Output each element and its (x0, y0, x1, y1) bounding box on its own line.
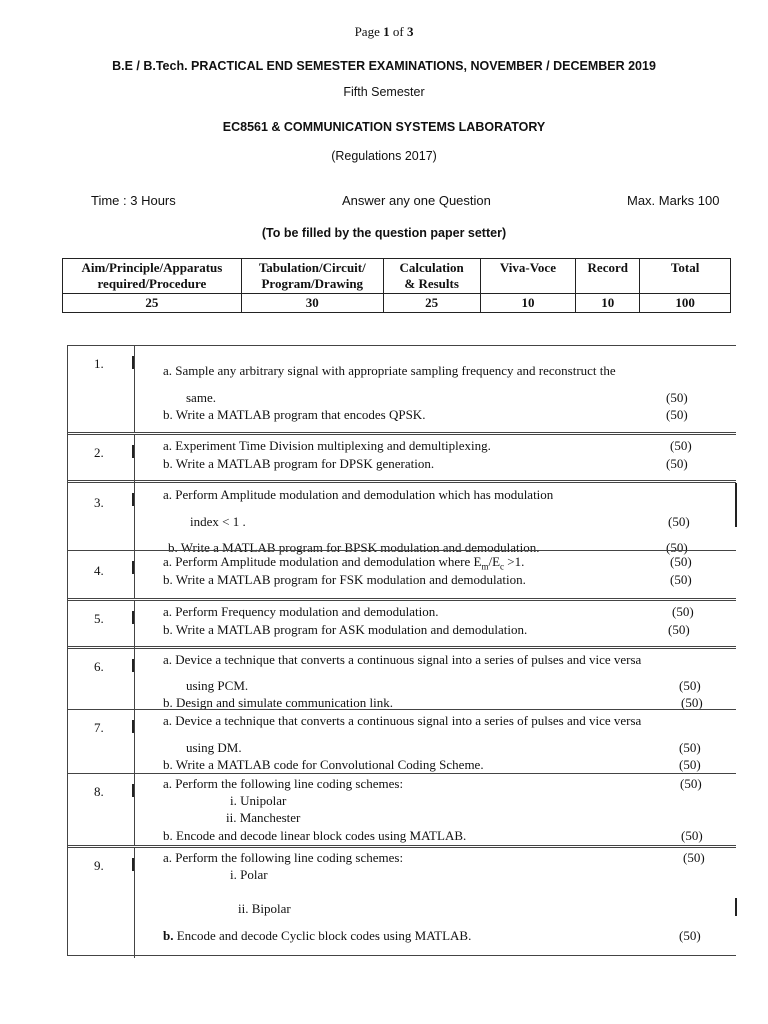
part-b-marks: (50) (679, 928, 701, 943)
column-divider (134, 551, 135, 599)
part-a-marks: (50) (683, 850, 705, 865)
margin-tick (132, 445, 134, 458)
column-divider (134, 848, 135, 958)
part-a-text: a. Sample any arbitrary signal with appropriate sampling frequency and reconstruct the (163, 363, 616, 378)
part-b-marks: (50) (670, 572, 692, 587)
part-b-text: b. Encode and decode linear block codes using MATLAB. (163, 828, 467, 843)
value-calculation: 25 (383, 294, 480, 313)
column-divider (134, 601, 135, 649)
margin-tick (132, 784, 134, 797)
column-divider (134, 435, 135, 483)
part-b-text: b. Write a MATLAB program for BPSK modulation and demodulation. (168, 540, 540, 555)
value-total: 100 (640, 294, 731, 313)
question-number: 2. (94, 445, 104, 460)
question-number: 4. (94, 563, 104, 578)
part-b-text: b. Write a MATLAB program that encodes QPSK. (163, 407, 426, 422)
part-a-text: a. Perform the following line coding schemes: (163, 776, 404, 791)
part-a-marks: (50) (668, 514, 690, 529)
part-b-text: b. Design and simulate communication link. (163, 695, 393, 710)
question-5 (68, 598, 736, 649)
part-b-marks: (50) (681, 828, 703, 843)
part-a-text: a. Experiment Time Division multiplexing and demultiplexing. (163, 438, 491, 453)
marks-value-row (63, 294, 731, 313)
value-aim: 25 (63, 294, 242, 313)
max-marks: Max. Marks 100 (627, 193, 720, 208)
column-divider (134, 774, 135, 846)
part-a-text: a. Device a technique that converts a continuous signal into a series of pulses and vice versa (163, 713, 642, 728)
exam-title: B.E / B.Tech. PRACTICAL END SEMESTER EXAMINATIONS, NOVEMBER / DECEMBER 2019 (112, 59, 656, 73)
part-b-marks: (50) (666, 456, 688, 471)
question-number: 7. (94, 720, 104, 735)
part-a-text: a. Device a technique that converts a continuous signal into a series of pulses and vice versa (163, 652, 642, 667)
header-tabulation: Tabulation/Circuit/ Program/Drawing (241, 259, 383, 294)
part-a-marks: (50) (666, 390, 688, 405)
sub-item-ii: ii. Manchester (226, 810, 301, 825)
sub-item-i: i. Unipolar (230, 793, 287, 808)
question-3 (68, 480, 736, 553)
sub-item-i: i. Polar (230, 867, 268, 882)
part-a-text: a. Perform Amplitude modulation and demodulation where $E_m/E_c >1$. (163, 554, 525, 572)
margin-tick (132, 720, 134, 733)
question-6 (68, 646, 736, 712)
question-1 (68, 345, 736, 433)
question-number: 1. (94, 356, 104, 371)
part-a-marks: (50) (680, 776, 702, 791)
part-b-text: b. Write a MATLAB program for FSK modulation and demodulation. (163, 572, 526, 587)
question-number: 6. (94, 659, 104, 674)
part-a-text: a. Perform the following line coding schemes: (163, 850, 404, 865)
question-number: 8. (94, 784, 104, 799)
column-divider (134, 649, 135, 712)
margin-tick (132, 659, 134, 672)
semester: Fifth Semester (343, 85, 425, 99)
part-a-text-cont: same. (186, 390, 216, 405)
column-divider (134, 483, 135, 553)
part-b-text: b. Write a MATLAB program for ASK modulation and demodulation. (163, 622, 528, 637)
value-viva: 10 (480, 294, 576, 313)
part-b-text: b. Write a MATLAB code for Convolutional Coding Scheme. (163, 757, 484, 772)
setter-note: (To be filled by the question paper setter) (261, 226, 507, 240)
part-a-marks: (50) (679, 678, 701, 693)
margin-tick (132, 611, 134, 624)
part-a-text-cont: using PCM. (186, 678, 249, 693)
question-4 (68, 550, 736, 599)
header-calculation: Calculation & Results (383, 259, 480, 294)
question-number: 3. (94, 495, 104, 510)
exam-time: Time : 3 Hours (91, 193, 176, 208)
part-a-marks: (50) (679, 740, 701, 755)
part-b-text: b. Encode and decode Cyclic block codes using MATLAB. (163, 928, 472, 943)
question-number: 5. (94, 611, 104, 626)
part-b-text: b. Write a MATLAB program for DPSK generation. (163, 456, 435, 471)
question-2 (68, 432, 736, 483)
question-9 (68, 845, 736, 958)
part-a-text-cont: index < 1 . (190, 514, 246, 529)
part-a-marks: (50) (670, 438, 692, 453)
page-number: Page 1 of 3 (354, 24, 414, 39)
sub-item-ii: ii. Bipolar (238, 901, 291, 916)
question-number: 9. (94, 858, 104, 873)
margin-tick (132, 356, 134, 369)
part-b-marks: (50) (679, 757, 701, 772)
part-a-text-cont: using DM. (186, 740, 242, 755)
part-b-marks: (50) (666, 540, 688, 555)
part-a-text: a. Perform Amplitude modulation and demodulation which has modulation (163, 487, 554, 502)
margin-tick (132, 493, 134, 506)
regulations: (Regulations 2017) (331, 149, 437, 163)
margin-tick (132, 561, 134, 574)
question-8 (68, 773, 736, 846)
column-divider (134, 710, 135, 774)
header-aim: Aim/Principle/Apparatus required/Procedure (63, 259, 242, 294)
header-total: Total (640, 259, 731, 294)
part-b-marks: (50) (681, 695, 703, 710)
part-b-marks: (50) (668, 622, 690, 637)
marks-table (62, 258, 731, 313)
right-margin-bar (735, 483, 737, 527)
right-margin-bar (735, 898, 737, 916)
marks-header-row (63, 259, 731, 294)
column-divider (134, 346, 135, 433)
question-table (67, 345, 736, 956)
part-a-marks: (50) (672, 604, 694, 619)
value-tabulation: 30 (241, 294, 383, 313)
part-a-text: a. Perform Frequency modulation and demodulation. (163, 604, 439, 619)
header-viva: Viva-Voce (480, 259, 576, 294)
value-record: 10 (576, 294, 640, 313)
question-7 (68, 709, 736, 774)
instruction: Answer any one Question (342, 193, 491, 208)
header-record: Record (576, 259, 640, 294)
margin-tick (132, 858, 134, 871)
part-a-marks: (50) (670, 554, 692, 569)
part-b-marks: (50) (666, 407, 688, 422)
lab-title: EC8561 & COMMUNICATION SYSTEMS LABORATORY (222, 120, 546, 134)
